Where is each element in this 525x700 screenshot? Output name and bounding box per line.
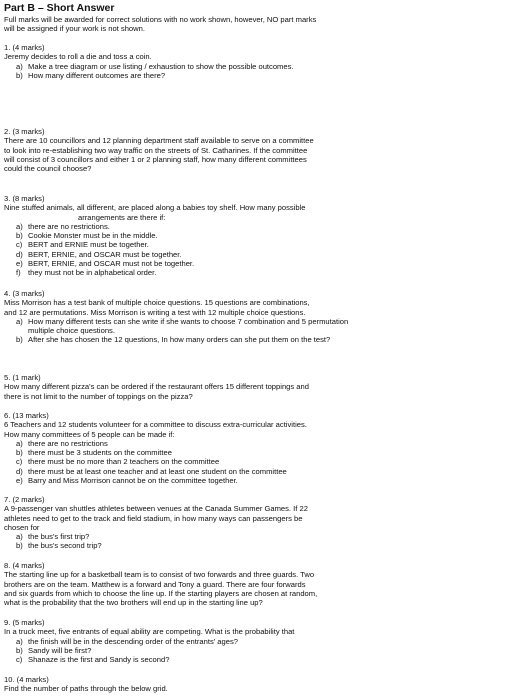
question-5: [4, 373, 517, 401]
part-label: e): [16, 476, 23, 486]
part-label: a): [16, 532, 23, 542]
question-1: [4, 43, 517, 80]
question-heading: 4. (3 marks): [4, 289, 45, 298]
question-text: Nine stuffed animals, all different, are placed along a babies toy shelf. How many possible: [4, 203, 306, 213]
part-label: b): [16, 541, 23, 551]
question-text: there is not limit to the number of toppings on the pizza?: [4, 391, 193, 401]
part-text: Cookie Monster must be in the middle.: [28, 231, 158, 241]
part-text: there must be at least one teacher and at least one student on the committee: [28, 466, 287, 476]
question-text: will consist of 3 councillors and either 1 or 2 planning staff, how many different committees: [4, 154, 307, 164]
question-4: [4, 289, 517, 345]
question-text: How many committees of 5 people can be made if:: [4, 429, 175, 439]
question-text: Miss Morrison has a test bank of multiple choice questions. 15 questions are combinations,: [4, 298, 310, 308]
question-6: [4, 411, 517, 485]
question-heading: 3. (8 marks): [4, 194, 45, 203]
part-label: b): [16, 70, 23, 80]
question-text: athletes need to get to the track and field stadium, in how many ways can passengers be: [4, 513, 303, 523]
question-part: [16, 541, 517, 550]
question-part: [16, 250, 517, 259]
part-text: Make a tree diagram or use listing / exhaustion to show the possible outcomes.: [28, 61, 294, 71]
question-part: [16, 467, 517, 476]
part-text: How many different tests can she write if she wants to choose 7 combination and 5 permutation multiple choice questions.: [28, 316, 349, 336]
question-text: How many different pizza's can be ordered if the restaurant offers 15 different toppings and: [4, 382, 309, 392]
question-10: [4, 675, 517, 694]
question-part: [16, 476, 517, 485]
question-part: [16, 655, 517, 664]
part-label: c): [16, 655, 23, 665]
question-part: [16, 71, 517, 80]
part-text: the bus's second trip?: [28, 541, 102, 551]
part-label: a): [16, 316, 23, 326]
part-text: Barry and Miss Morrison cannot be on the committee together.: [28, 476, 238, 486]
part-text: How many different outcomes are there?: [28, 70, 166, 80]
part-label: a): [16, 221, 23, 231]
question-part: [16, 637, 517, 646]
question-8: [4, 561, 517, 607]
question-text: A 9-passenger van shuttles athletes between venues at the Canada Summer Games. If 22: [4, 504, 308, 514]
part-text: there must be no more than 2 teachers on the committee: [28, 457, 220, 467]
question-part: [16, 448, 517, 457]
question-text: Find the number of paths through the below grid.: [4, 684, 168, 694]
question-text: to look into re-establishing two way traffic on the streets of St. Catharines. If the committee: [4, 145, 308, 155]
page-title: Part B – Short Answer: [4, 2, 115, 14]
part-text: they must not be in alphabetical order.: [28, 268, 157, 278]
question-heading: 8. (4 marks): [4, 561, 45, 570]
question-part: [16, 439, 517, 448]
question-heading: 10. (4 marks): [4, 675, 49, 684]
question-2: [4, 127, 517, 173]
part-label: a): [16, 61, 23, 71]
part-text: there are no restrictions: [28, 438, 108, 448]
question-heading: 9. (5 marks): [4, 618, 45, 627]
part-text: BERT, ERNIE, and OSCAR must not be together.: [28, 259, 195, 269]
part-text: After she has chosen the 12 questions, In how many orders can she put them on the test?: [28, 335, 331, 345]
question-3: [4, 194, 517, 278]
question-heading: 6. (13 marks): [4, 411, 49, 420]
question-part: [16, 268, 517, 277]
part-label: b): [16, 645, 23, 655]
question-7: [4, 495, 517, 551]
question-heading: 1. (4 marks): [4, 43, 45, 52]
part-label: c): [16, 457, 23, 467]
question-text: In a truck meet, five entrants of equal ability are competing. What is the probability that: [4, 627, 295, 637]
part-label: d): [16, 466, 23, 476]
question-text: and 12 are permutations. Miss Morrison is writing a test with 12 multiple choice questions.: [4, 307, 306, 317]
question-9: [4, 618, 517, 664]
part-text: BERT, ERNIE, and OSCAR must be together.: [28, 249, 182, 259]
part-label: b): [16, 448, 23, 458]
part-label: e): [16, 259, 23, 269]
part-text: the bus's first trip?: [28, 532, 90, 542]
question-part: [16, 240, 517, 249]
question-text: The starting line up for a basketball team is to consist of two forwards and three guards. Two: [4, 570, 315, 580]
question-part: [16, 457, 517, 466]
question-heading: 7. (2 marks): [4, 495, 45, 504]
question-text: chosen for: [4, 522, 40, 532]
part-label: f): [16, 268, 21, 278]
question-part: [16, 335, 351, 344]
part-label: c): [16, 240, 23, 250]
question-text: and six guards from which to choose the line up. If the starting players are chosen at random,: [4, 588, 318, 598]
part-label: a): [16, 636, 23, 646]
part-label: d): [16, 249, 23, 259]
part-text: there are no restrictions.: [28, 221, 110, 231]
question-part: [16, 222, 517, 231]
question-text: There are 10 councillors and 12 planning department staff available to serve on a committee: [4, 136, 314, 146]
part-label: a): [16, 438, 23, 448]
instructions-line: will be assigned if your work is not shown.: [4, 24, 145, 34]
part-text: Sandy will be first?: [28, 645, 92, 655]
part-label: b): [16, 335, 23, 345]
question-heading: 5. (1 mark): [4, 373, 41, 382]
question-text: what is the probability that the two brothers will end up in the starting line up?: [4, 598, 263, 608]
question-part: [16, 646, 517, 655]
part-text: BERT and ERNIE must be together.: [28, 240, 149, 250]
question-part: [16, 532, 517, 541]
question-text: could the council choose?: [4, 164, 92, 174]
instructions-line: Full marks will be awarded for correct solutions with no work shown, however, NO part marks: [4, 15, 317, 24]
part-text: there must be 3 students on the committee: [28, 448, 172, 458]
question-part: [16, 231, 517, 240]
question-text: arrangements are there if:: [78, 212, 166, 222]
question-part: [16, 259, 517, 268]
question-text: 6 Teachers and 12 students volunteer for a committee to discuss extra-curricular activities.: [4, 420, 307, 430]
question-heading: 2. (3 marks): [4, 127, 45, 136]
part-text: the finish will be in the descending order of the entrants' ages?: [28, 636, 238, 646]
question-part: [16, 317, 351, 336]
question-part: [16, 62, 517, 71]
part-text: Shanaze is the first and Sandy is second?: [28, 655, 170, 665]
question-text: brothers are on the team. Matthew is a forward and Tony a guard. There are four forwards: [4, 579, 306, 589]
part-label: b): [16, 231, 23, 241]
question-text: Jeremy decides to roll a die and toss a coin.: [4, 52, 152, 62]
part-b-header: [4, 2, 517, 34]
